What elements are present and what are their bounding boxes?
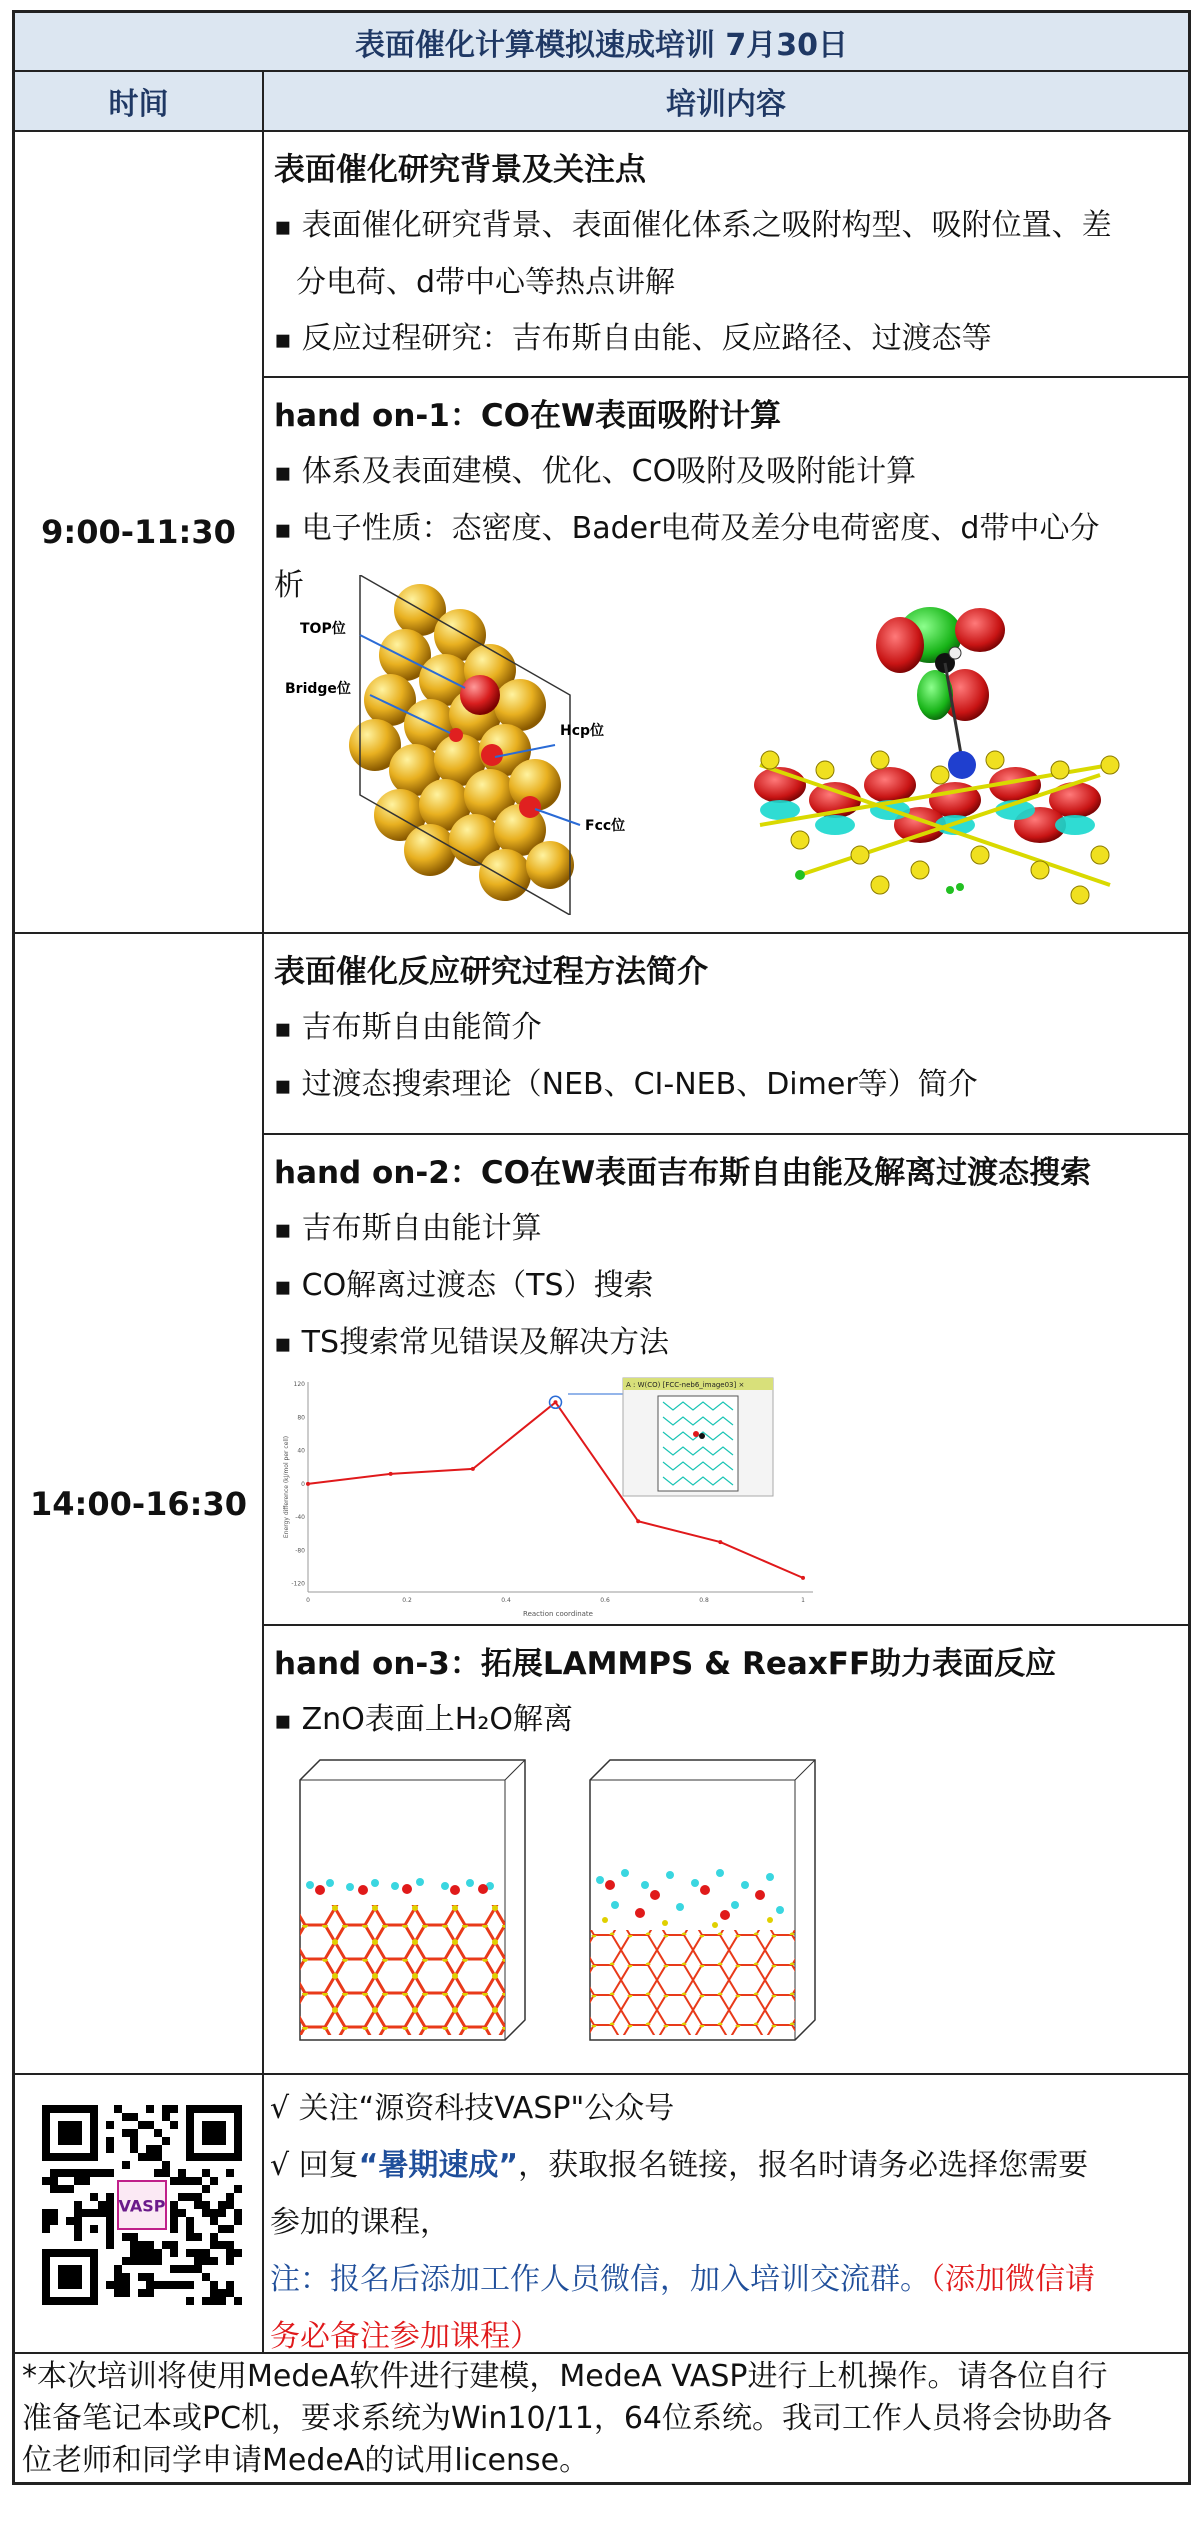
- bullet-item: ▪ 表面催化研究背景、表面催化体系之吸附构型、吸附位置、差: [274, 198, 1178, 255]
- data-point: [471, 1467, 475, 1471]
- qr-code: [42, 2105, 242, 2305]
- bridge-site-label: Bridge位: [285, 681, 351, 697]
- bullet-item: ▪ 过渡态搜索理论（NEB、CI-NEB、Dimer等）简介: [274, 1057, 1178, 1114]
- chart-xlabel: Reaction coordinate: [523, 1610, 593, 1618]
- section-title: hand on-1：CO在W表面吸附计算: [274, 398, 782, 434]
- x-tick-label: 1: [801, 1597, 805, 1604]
- reply-keyword-line-cont: 参加的课程，: [270, 2205, 450, 2240]
- section-title: 表面催化反应研究过程方法简介: [274, 954, 708, 990]
- footer-line: 准备笔记本或PC机，要求系统为Win10/11，64位系统。我司工作人员将会协助各: [22, 2401, 1113, 2436]
- charge-density-image: [740, 585, 1160, 915]
- x-tick-label: 0.8: [699, 1597, 709, 1604]
- bullet-item-continuation: 分电荷、d带中心等热点讲解: [296, 265, 676, 300]
- top-site-label: TOP位: [300, 621, 346, 637]
- x-tick-label: 0.6: [600, 1597, 610, 1604]
- column-header-content: 培训内容: [264, 72, 1188, 130]
- x-tick-label: 0: [306, 1597, 310, 1604]
- data-point: [801, 1576, 805, 1580]
- y-tick-label: 0: [301, 1480, 305, 1488]
- bullet-item-continuation: 析: [274, 568, 304, 603]
- afternoon-block-methods: [264, 934, 1188, 1133]
- note-line-cont: 务必备注参加课程）: [270, 2319, 540, 2354]
- session-time-afternoon: 14:00-16:30: [30, 1484, 247, 1523]
- chart-ylabel: Energy difference (kJ/mol per cell): [283, 1435, 290, 1539]
- contact-instructions: [270, 2080, 1185, 2365]
- reply-keyword-line: √ 回复“暑期速成”，获取报名链接，报名时请务必选择您需要: [270, 2148, 1089, 2183]
- data-point: [554, 1400, 558, 1404]
- qr-logo-text: VASP: [118, 2196, 166, 2216]
- y-tick-label: -120: [291, 1580, 305, 1588]
- section-title: hand on-2：CO在W表面吉布斯自由能及解离过渡态搜索: [274, 1155, 1092, 1191]
- y-tick-label: 80: [297, 1414, 305, 1422]
- x-tick-label: 0.2: [402, 1597, 412, 1604]
- data-point: [636, 1519, 640, 1523]
- follow-account-line: √ 关注“源资科技VASP"公众号: [270, 2091, 675, 2126]
- column-header-time: 时间: [15, 72, 262, 130]
- session-time-morning: 9:00-11:30: [41, 513, 236, 551]
- x-tick-label: 0.4: [501, 1597, 511, 1604]
- section-title: hand on-3：拓展LAMMPS & ReaxFF助力表面反应: [274, 1646, 1057, 1682]
- inset-title: A : W(CO) [FCC-neb6_image03] ×: [626, 1381, 745, 1389]
- morning-block-background: [264, 132, 1188, 376]
- footer-line: *本次培训将使用MedeA软件进行建模，MedeA VASP进行上机操作。请各位自行: [22, 2359, 1108, 2394]
- y-tick-label: 40: [297, 1447, 305, 1455]
- fcc-site-label: Fcc位: [585, 818, 626, 834]
- section-title: 表面催化研究背景及关注点: [274, 152, 646, 188]
- footer-note: [22, 2356, 1182, 2482]
- bullet-item: ▪ 吉布斯自由能简介: [274, 1000, 1178, 1057]
- neb-energy-chart: [278, 1372, 818, 1620]
- bullet-item: ▪ 电子性质：态密度、Bader电荷及差分电荷密度、d带中心分: [274, 501, 1178, 558]
- y-tick-label: -40: [295, 1514, 305, 1522]
- bullet-item: ▪ 体系及表面建模、优化、CO吸附及吸附能计算: [274, 444, 1178, 501]
- footer-line: 位老师和同学申请MedeA的试用license。: [22, 2443, 590, 2478]
- y-tick-label: -80: [295, 1547, 305, 1555]
- y-tick-label: 120: [293, 1381, 305, 1388]
- data-point: [389, 1472, 393, 1476]
- reply-keyword: “暑期速成”: [358, 2148, 519, 2183]
- bullet-item: ▪ 吉布斯自由能计算: [274, 1201, 1178, 1258]
- hcp-site-label: Hcp位: [560, 723, 605, 739]
- adsorption-sites-image: [280, 575, 640, 915]
- zno-water-dissociation-image: [295, 1755, 855, 2055]
- note-line: 注：报名后添加工作人员微信，加入培训交流群。（添加微信请: [270, 2262, 1095, 2297]
- bullet-item: ▪ 反应过程研究：吉布斯自由能、反应路径、过渡态等: [274, 311, 1178, 368]
- inset-structure-window: [623, 1378, 773, 1496]
- bullet-item: ▪ ZnO表面上H₂O解离: [274, 1692, 1178, 1749]
- data-point: [718, 1540, 722, 1544]
- bullet-item: ▪ CO解离过渡态（TS）搜索: [274, 1258, 1178, 1315]
- data-point: [306, 1482, 310, 1486]
- bullet-item: ▪ TS搜索常见错误及解决方法: [274, 1315, 1178, 1372]
- table-title: 表面催化计算模拟速成培训 7月30日: [15, 13, 1188, 70]
